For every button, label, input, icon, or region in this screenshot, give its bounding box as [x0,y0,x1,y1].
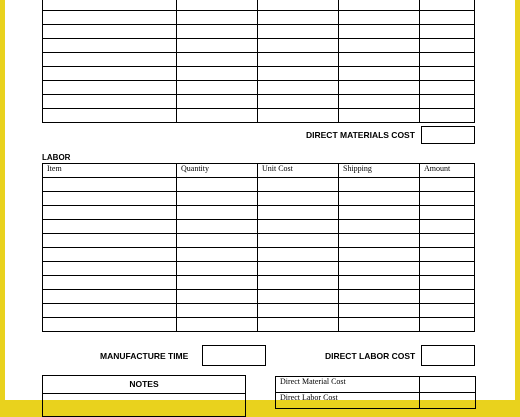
table-cell[interactable] [43,53,177,67]
table-cell[interactable] [43,220,177,234]
table-cell[interactable] [43,95,177,109]
table-cell[interactable] [258,67,339,81]
table-cell[interactable] [43,192,177,206]
table-cell[interactable] [43,318,177,332]
table-row [43,67,475,81]
worksheet-page [5,0,515,400]
table-cell[interactable] [339,192,420,206]
table-cell[interactable] [339,290,420,304]
table-cell[interactable] [43,262,177,276]
table-cell[interactable] [258,234,339,248]
table-cell[interactable] [258,276,339,290]
table-cell[interactable] [177,178,258,192]
table-cell[interactable] [258,290,339,304]
table-cell[interactable] [43,67,177,81]
table-cell[interactable] [420,25,475,39]
table-cell[interactable] [258,81,339,95]
table-row [43,25,475,39]
table-cell[interactable] [177,81,258,95]
table-row [43,290,475,304]
table-cell[interactable] [258,11,339,25]
direct-materials-cost-field[interactable] [421,126,475,144]
table-cell[interactable] [177,95,258,109]
table-row [43,220,475,234]
table-row [43,248,475,262]
table-cell[interactable] [177,290,258,304]
column-header-unit-cost: Unit Cost [258,164,339,178]
table-cell[interactable] [43,0,177,11]
table-cell[interactable] [339,318,420,332]
table-cell[interactable] [420,81,475,95]
table-cell[interactable] [339,95,420,109]
table-cell[interactable] [420,11,475,25]
table-cell[interactable] [258,178,339,192]
table-row [43,95,475,109]
table-cell[interactable] [43,304,177,318]
table-cell[interactable] [420,318,475,332]
table-cell[interactable] [258,248,339,262]
table-cell[interactable] [420,0,475,11]
labor-section-label: LABOR [42,153,71,162]
table-row [43,318,475,332]
table-row [43,276,475,290]
table-cell[interactable] [43,234,177,248]
table-cell[interactable] [258,262,339,276]
table-cell[interactable] [177,206,258,220]
table-row [43,53,475,67]
table-cell[interactable] [177,39,258,53]
table-cell[interactable] [177,304,258,318]
table-cell[interactable] [339,109,420,123]
table-cell[interactable] [339,234,420,248]
table-cell[interactable] [177,53,258,67]
table-cell[interactable] [339,262,420,276]
table-cell[interactable] [258,0,339,11]
summary-label: Direct Labor Cost [276,393,420,409]
table-cell[interactable] [177,234,258,248]
table-cell[interactable] [43,11,177,25]
table-cell[interactable] [420,206,475,220]
table-cell[interactable] [43,39,177,53]
table-row [43,304,475,318]
table-cell[interactable] [339,276,420,290]
table-cell[interactable] [258,318,339,332]
table-cell[interactable] [177,192,258,206]
manufacture-time-field[interactable] [202,345,266,366]
table-cell[interactable] [420,192,475,206]
table-cell[interactable] [420,220,475,234]
direct-materials-cost-label: DIRECT MATERIALS COST [306,130,415,140]
table-cell[interactable] [258,53,339,67]
table-cell[interactable] [43,276,177,290]
table-cell[interactable] [420,304,475,318]
summary-row [276,393,476,409]
table-cell[interactable] [258,192,339,206]
notes-box[interactable] [42,375,246,417]
table-cell[interactable] [339,0,420,11]
table-cell[interactable] [420,248,475,262]
direct-labor-cost-label: DIRECT LABOR COST [325,350,416,361]
column-header-shipping: Shipping [339,164,420,178]
table-cell[interactable] [420,39,475,53]
table-cell[interactable] [258,95,339,109]
table-row [43,262,475,276]
cost-summary-table [275,376,476,409]
labor-header-row [43,164,475,178]
table-cell[interactable] [177,0,258,11]
table-cell[interactable] [420,53,475,67]
summary-value-field[interactable] [420,377,476,393]
table-cell[interactable] [339,248,420,262]
direct-labor-cost-row [325,345,475,366]
column-header-item: Item [43,164,177,178]
labor-table [42,163,475,332]
table-cell[interactable] [339,178,420,192]
table-cell[interactable] [339,81,420,95]
table-row [43,192,475,206]
table-cell[interactable] [420,290,475,304]
table-cell[interactable] [43,81,177,95]
table-cell[interactable] [258,39,339,53]
table-cell[interactable] [339,220,420,234]
table-cell[interactable] [420,178,475,192]
column-header-quantity: Quantity [177,164,258,178]
table-cell[interactable] [177,262,258,276]
table-cell[interactable] [177,248,258,262]
table-cell[interactable] [43,25,177,39]
direct-materials-cost-row [306,126,475,144]
table-cell[interactable] [339,304,420,318]
table-cell[interactable] [339,206,420,220]
column-header-amount: Amount [420,164,475,178]
table-cell[interactable] [177,220,258,234]
table-cell[interactable] [43,290,177,304]
table-cell[interactable] [420,276,475,290]
table-cell[interactable] [43,206,177,220]
direct-labor-cost-field[interactable] [421,345,475,366]
table-cell[interactable] [43,178,177,192]
table-cell[interactable] [258,220,339,234]
table-row [43,81,475,95]
table-row [43,39,475,53]
summary-value-field[interactable] [420,393,476,409]
table-cell[interactable] [177,276,258,290]
manufacture-time-label: MANUFACTURE TIME [100,350,189,361]
table-cell[interactable] [177,109,258,123]
table-cell[interactable] [258,206,339,220]
table-cell[interactable] [420,262,475,276]
table-cell[interactable] [43,248,177,262]
table-row [43,11,475,25]
table-row [43,234,475,248]
summary-row [276,377,476,393]
table-cell[interactable] [339,53,420,67]
table-cell[interactable] [258,25,339,39]
notes-title: NOTES [43,376,245,394]
table-cell[interactable] [420,234,475,248]
table-cell[interactable] [339,11,420,25]
table-cell[interactable] [177,11,258,25]
table-cell[interactable] [420,109,475,123]
table-cell[interactable] [258,109,339,123]
table-row [43,0,475,11]
table-cell[interactable] [339,67,420,81]
table-cell[interactable] [420,67,475,81]
summary-label: Direct Material Cost [276,377,420,393]
table-row [43,178,475,192]
table-cell[interactable] [339,25,420,39]
table-cell[interactable] [339,39,420,53]
table-row [43,206,475,220]
materials-table [42,0,475,123]
table-cell[interactable] [43,109,177,123]
manufacture-time-row [100,345,266,366]
table-cell[interactable] [258,304,339,318]
table-cell[interactable] [177,25,258,39]
table-cell[interactable] [177,67,258,81]
table-cell[interactable] [420,95,475,109]
table-row [43,109,475,123]
table-cell[interactable] [177,318,258,332]
